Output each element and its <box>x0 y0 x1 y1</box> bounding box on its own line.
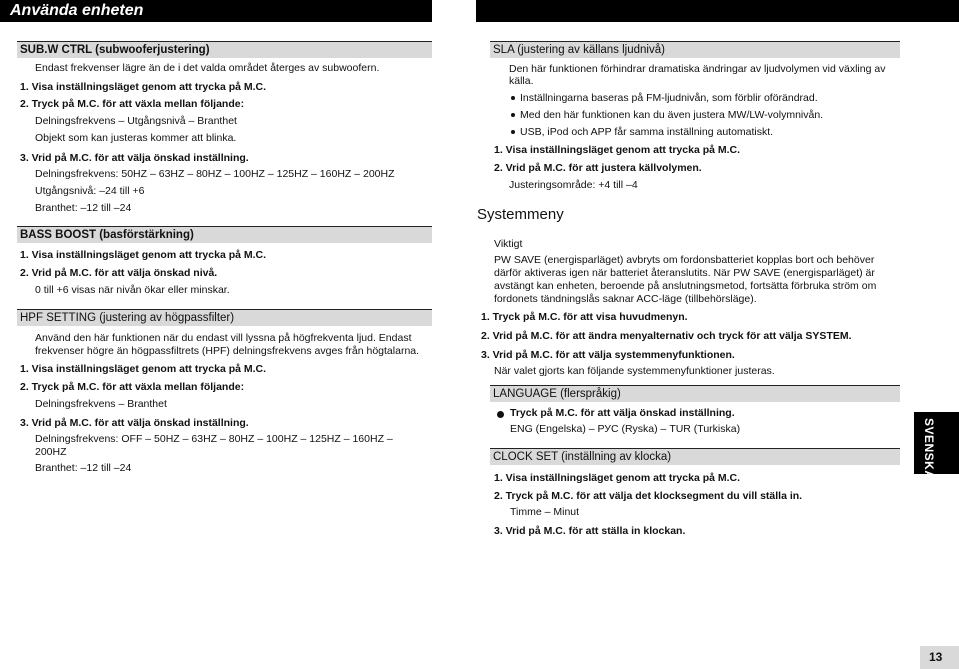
text-line: Den här funktionen förhindrar dramatiska ändringar av ljudvolymen vid växling av <box>509 63 886 75</box>
text-line: Delningsfrekvens: OFF – 50HZ – 63HZ – 80HZ – 100HZ – 125HZ – 160HZ – <box>35 433 393 445</box>
step: 1. Visa inställningsläget genom att trycka på M.C. <box>20 81 267 93</box>
text-line: Använd den här funktionen när du endast vill lyssna på högfrekventa ljud. Endast <box>35 332 412 344</box>
text-line: Delningsfrekvens – Branthet <box>35 398 167 410</box>
text-line: fordonets tändningslås saknar ACC-läge (tillbehörsläge). <box>494 293 757 305</box>
text-line: Justeringsområde: +4 till –4 <box>509 179 638 191</box>
text-line: När valet gjorts kan följande systemmenyfunktioner justeras. <box>494 365 775 377</box>
text-line: Viktigt <box>494 238 523 250</box>
step: 3. Vrid på M.C. för att ställa in klockan. <box>494 525 686 537</box>
text-line: Objekt som kan justeras kommer att blinka. <box>35 132 237 144</box>
systemmeny-heading: Systemmeny <box>477 206 564 223</box>
text-line: frekvenser högre än högpassfiltrets (HPF) delningsfrekvens avges från högtalarna. <box>35 345 420 357</box>
text-line: Endast frekvenser lägre än de i det valda området återges av subwoofern. <box>35 62 380 74</box>
text-line: Branthet: –12 till –24 <box>35 202 132 214</box>
step: 1. Visa inställningsläget genom att trycka på M.C. <box>494 144 741 156</box>
bullet-icon <box>511 113 515 117</box>
page-header <box>0 0 432 22</box>
bullet-item: Med den här funktionen kan du även justera MW/LW-volymnivån. <box>520 109 824 121</box>
text-line: Branthet: –12 till –24 <box>35 462 132 474</box>
page-number: 13 <box>929 650 943 664</box>
step: 3. Vrid på M.C. för att välja önskad inställning. <box>20 152 249 164</box>
step: 2. Vrid på M.C. för att justera källvolymen. <box>494 162 702 174</box>
text-line: 200HZ <box>35 446 67 458</box>
step: 1. Tryck på M.C. för att visa huvudmenyn. <box>481 311 688 323</box>
section-sla: SLA (justering av källans ljudnivå) <box>490 41 900 58</box>
step: 3. Vrid på M.C. för att välja önskad inställning. <box>20 417 249 429</box>
step: 2. Tryck på M.C. för att växla mellan följande: <box>20 381 245 393</box>
step: 1. Visa inställningsläget genom att trycka på M.C. <box>20 363 267 375</box>
bullet-icon <box>511 130 515 134</box>
header-bar-right <box>476 0 959 22</box>
page-number-box <box>920 646 959 669</box>
page-title: Använda enheten <box>10 2 144 19</box>
text-line: Delningsfrekvens – Utgångsnivå – Branthet <box>35 115 237 127</box>
bullet-icon <box>497 411 504 418</box>
bullet-item: Inställningarna baseras på FM-ljudnivån, som förblir oförändrad. <box>520 92 818 104</box>
bullet-item: USB, iPod och APP får samma inställning automatiskt. <box>520 126 774 138</box>
text-line: Delningsfrekvens: 50HZ – 63HZ – 80HZ – 100HZ – 125HZ – 160HZ – 200HZ <box>35 168 395 180</box>
step: 1. Visa inställningsläget genom att trycka på M.C. <box>20 249 267 261</box>
step: 1. Visa inställningsläget genom att trycka på M.C. <box>494 472 741 484</box>
text-line: Utgångsnivå: –24 till +6 <box>35 185 145 197</box>
step: 3. Vrid på M.C. för att välja systemmenyfunktionen. <box>481 349 735 361</box>
text-line: Timme – Minut <box>510 506 580 518</box>
text-line: ENG (Engelska) – РУС (Ryska) – TUR (Turkiska) <box>510 423 741 435</box>
section-sub-w-ctrl: SUB.W CTRL (subwooferjustering) <box>17 41 432 58</box>
step: 2. Tryck på M.C. för att välja det klocksegment du vill ställa in. <box>494 490 803 502</box>
side-tab-label: SVENSKA <box>922 418 936 480</box>
text-line: 0 till +6 visas när nivån ökar eller minskar. <box>35 284 230 296</box>
text-line: PW SAVE (energisparläget) avbryts om fordonsbatteriet kopplas bort och behöver <box>494 254 875 266</box>
text-line: avstängt kan enheten, beroende på anslutningsmetod, fortsätta förbruka ström om <box>494 280 877 292</box>
section-hpf-setting: HPF SETTING (justering av högpassfilter) <box>17 309 432 326</box>
language-side-tab <box>914 412 959 480</box>
section-language: LANGUAGE (flerspråkig) <box>490 385 900 402</box>
step: Tryck på M.C. för att välja önskad inställning. <box>510 407 735 419</box>
step: 2. Vrid på M.C. för att välja önskad nivå. <box>20 267 218 279</box>
text-line: därför aktiveras igen när batteriet återanslutits. När PW SAVE (energisparläget) är <box>494 267 875 279</box>
section-clock-set: CLOCK SET (inställning av klocka) <box>490 448 900 465</box>
bullet-icon <box>511 96 515 100</box>
text-line: källa. <box>509 75 534 87</box>
step: 2. Vrid på M.C. för att ändra menyalternativ och tryck för att välja SYSTEM. <box>481 330 852 342</box>
section-bass-boost: BASS BOOST (basförstärkning) <box>17 226 432 243</box>
step: 2. Tryck på M.C. för att växla mellan följande: <box>20 98 245 110</box>
